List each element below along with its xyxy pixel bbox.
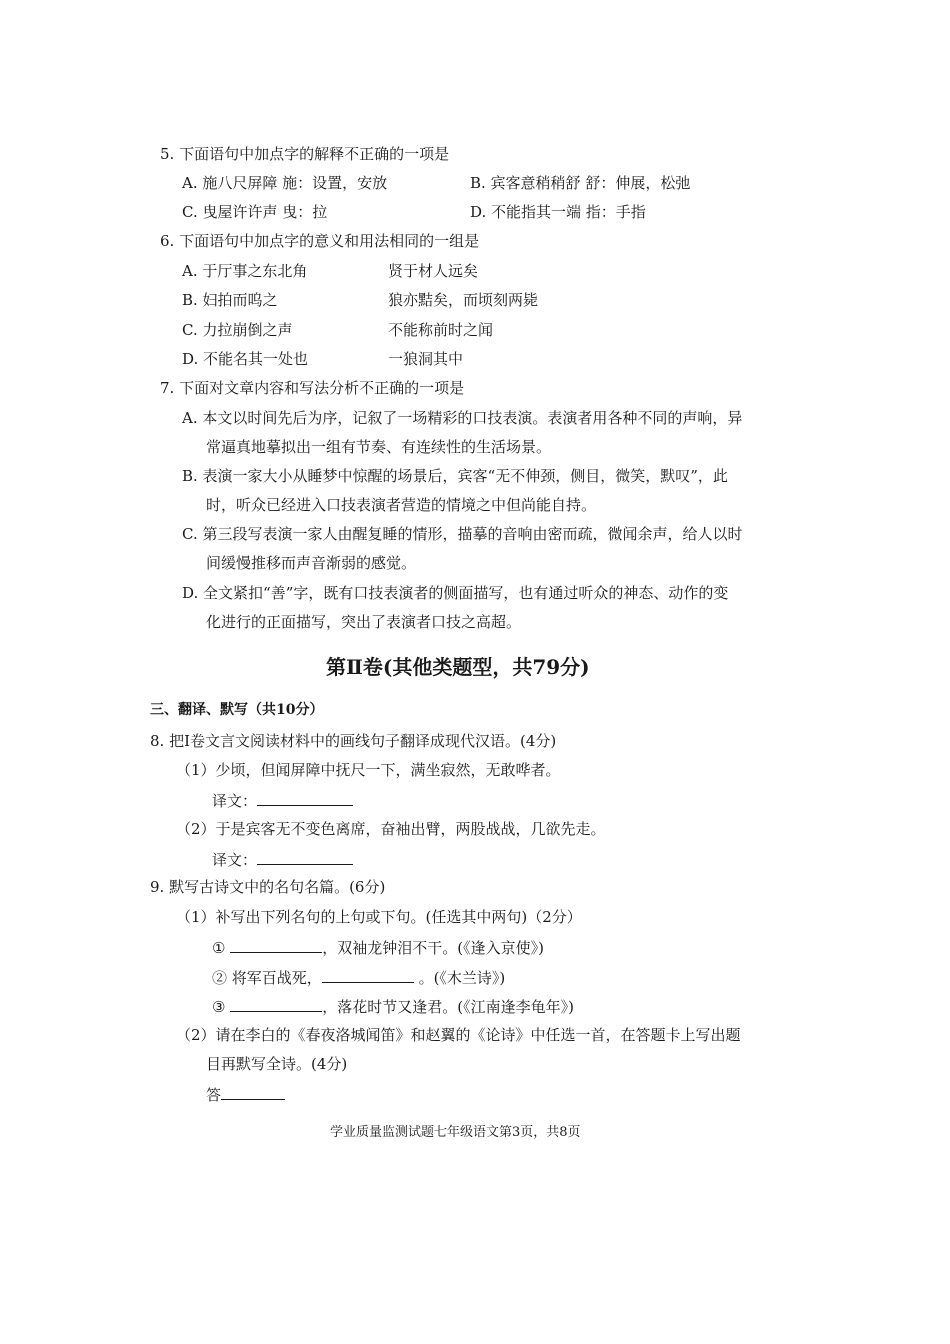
- q9-item-1-blank[interactable]: [230, 936, 322, 953]
- q5-option-d: D. 不能指其一端 指：手指: [470, 203, 646, 221]
- q6-option-a-left: A. 于厅事之东北角: [182, 262, 308, 280]
- q7-option-a-line2: 常逼真地摹拟出一组有节奏、有连续性的生活场景。: [206, 438, 552, 456]
- q9-item-1: [212, 936, 544, 958]
- q9-item-2-blank[interactable]: [322, 966, 414, 983]
- page-footer: 学业质量监测试题七年级语文第3页，共8页: [330, 1125, 581, 1140]
- q6-option-c-right: 不能称前时之闻: [388, 321, 494, 339]
- q8-translation-2-label: 译文：: [212, 851, 258, 869]
- q6-option-b-right: 狼亦黠矣，而顷刻两毙: [388, 291, 539, 309]
- q7-option-d-line2: 化进行的正面描写，突出了表演者口技之高超。: [206, 613, 522, 631]
- q6-option-a-right: 贤于材人远矣: [388, 262, 479, 280]
- q9-item-3-blank[interactable]: [230, 995, 322, 1012]
- q8-stem: 8. 把Ⅰ卷文言文阅读材料中的画线句子翻译成现代汉语。(4分): [150, 732, 557, 750]
- q9-part1: （1）补写出下列名句的上句或下句。(任选其中两句)（2分）: [176, 908, 582, 926]
- section3-heading: 三、翻译、默写（共10分）: [150, 702, 324, 718]
- q5-stem: 5. 下面语句中加点字的解释不正确的一项是: [160, 145, 450, 163]
- q9-part2-line1: （2）请在李白的《春夜洛城闻笛》和赵翼的《论诗》中任选一首，在答题卡上写出题: [176, 1026, 741, 1044]
- q7-option-b-line2: 时，听众已经进入口技表演者营造的情境之中但尚能自持。: [206, 496, 597, 514]
- q9-answer-label: 答: [206, 1086, 222, 1104]
- q7-option-c-line2: 间缓慢推移而声音渐弱的感觉。: [206, 554, 417, 572]
- q6-option-b-left: B. 妇拍而呜之: [182, 291, 278, 309]
- q9-item-1-number: ①: [212, 939, 226, 957]
- part2-title: 第Ⅱ卷(其他类题型，共79分): [326, 655, 590, 679]
- q7-option-b-line1: B. 表演一家大小从睡梦中惊醒的场景后，宾客“无不伸颈，侧目，微笑，默叹”，此: [182, 467, 728, 485]
- q9-part2-line2: 目再默写全诗。(4分): [206, 1055, 348, 1073]
- q5-option-b: B. 宾客意稍稍舒 舒：伸展，松弛: [470, 174, 691, 192]
- q9-answer: [206, 1083, 285, 1105]
- q6-option-d-right: 一狼洞其中: [388, 350, 464, 368]
- q7-option-c-line1: C. 第三段写表演一家人由醒复睡的情形，描摹的音响由密而疏，微闻余声，给人以时: [182, 525, 743, 543]
- q6-stem: 6. 下面语句中加点字的意义和用法相同的一组是: [160, 232, 480, 250]
- q8-translation-2-blank[interactable]: [257, 848, 353, 865]
- q9-item-3-number: ③: [212, 998, 226, 1016]
- q9-item-3-text: ，落花时节又逢君。(《江南逢李龟年》): [322, 998, 574, 1016]
- q8-translation-2: [212, 848, 353, 870]
- q9-item-2: [212, 966, 505, 988]
- q9-item-2-prefix: ② 将军百战死，: [212, 969, 322, 987]
- q9-item-1-text: ，双袖龙钟泪不干。(《逢入京使》): [322, 939, 544, 957]
- q6-option-d-left: D. 不能名其一处也: [182, 350, 309, 368]
- q9-answer-blank[interactable]: [221, 1083, 285, 1100]
- q7-option-a-line1: A. 本文以时间先后为序，记叙了一场精彩的口技表演。表演者用各种不同的声响，异: [182, 409, 743, 427]
- q8-translation-1-blank[interactable]: [257, 789, 353, 806]
- q8-translation-1: [212, 789, 353, 811]
- q6-option-c-left: C. 力拉崩倒之声: [182, 321, 293, 339]
- q8-translation-1-label: 译文：: [212, 792, 258, 810]
- q8-sentence-2: （2）于是宾客无不变色离席，奋袖出臂，两股战战，几欲先走。: [176, 820, 606, 838]
- q5-option-c: C. 曳屋许许声 曳：拉: [182, 203, 328, 221]
- q8-sentence-1: （1）少顷，但闻屏障中抚尺一下，满坐寂然，无敢哗者。: [176, 761, 561, 779]
- q7-stem: 7. 下面对文章内容和写法分析不正确的一项是: [160, 379, 465, 397]
- q5-option-a: A. 施八尺屏障 施：设置，安放: [182, 174, 388, 192]
- q7-option-d-line1: D. 全文紧扣“善”字，既有口技表演者的侧面描写，也有通过听众的神态、动作的变: [182, 584, 729, 602]
- q9-item-3: [212, 995, 574, 1017]
- q9-item-2-suffix: 。(《木兰诗》): [418, 969, 506, 987]
- q9-stem: 9. 默写古诗文中的名句名篇。(6分): [150, 878, 386, 896]
